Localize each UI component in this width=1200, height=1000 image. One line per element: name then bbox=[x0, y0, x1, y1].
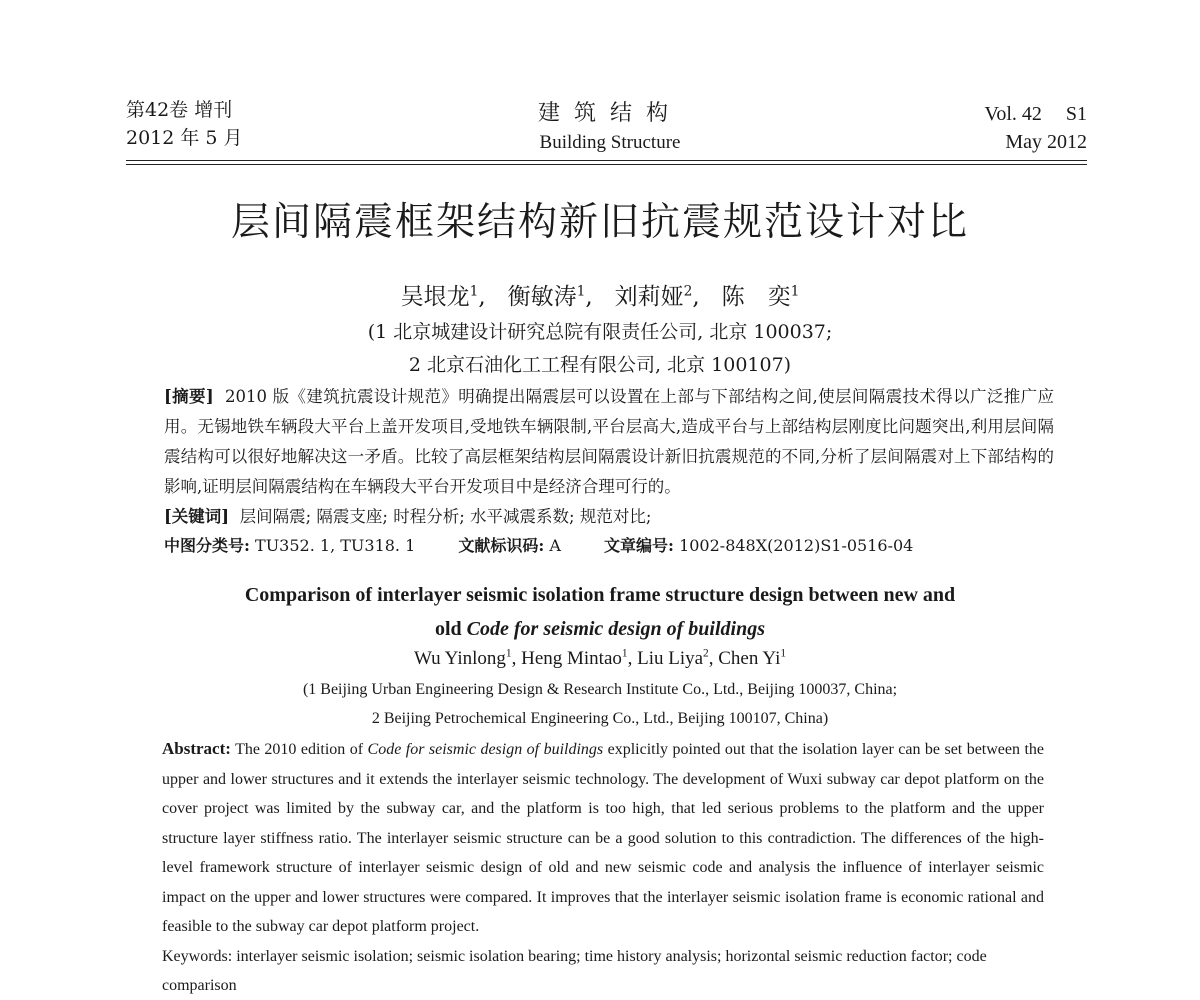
classification-line bbox=[164, 533, 913, 559]
affiliation-en: 2 Beijing Petrochemical Engineering Co., Ltd., Beijing 100107, China) bbox=[371, 710, 829, 727]
author-aff: 1 bbox=[469, 283, 479, 300]
keywords-cn bbox=[164, 502, 1054, 532]
author-aff: 1 bbox=[621, 647, 628, 660]
author-en: Wu Yinlong bbox=[413, 648, 506, 669]
author-en: Heng Mintao bbox=[521, 648, 622, 669]
date-cn: 2012 年 5 月 bbox=[126, 127, 243, 149]
article-no-value: 1002-848X(2012)S1-0516-04 bbox=[679, 536, 914, 555]
journal-volume-cn bbox=[126, 96, 243, 152]
clc-label: 中图分类号: bbox=[164, 536, 250, 555]
author-aff: 2 bbox=[683, 283, 693, 300]
abstract-cn bbox=[164, 382, 1054, 502]
paper-title-cn: 层间隔震框架结构新旧抗震规范设计对比 bbox=[230, 200, 969, 245]
affiliation-en: (1 Beijing Urban Engineering Design & Research Institute Co., Ltd., Beijing 100037, China; bbox=[302, 681, 898, 698]
article-no-label: 文章编号: bbox=[604, 536, 674, 555]
title-en-line2-prefix: old bbox=[434, 618, 467, 640]
abstract-en-italic-title: Code for seismic design of buildings bbox=[367, 741, 604, 758]
journal-name-en: Building Structure bbox=[539, 132, 681, 153]
header-rule-top bbox=[126, 160, 1087, 161]
author-en: Liu Liya bbox=[637, 648, 704, 669]
abstract-en-label: Abstract: bbox=[162, 739, 231, 758]
author-en: Chen Yi bbox=[718, 648, 781, 669]
keywords-cn-label: [关键词] bbox=[164, 507, 230, 526]
authors-en: Wu Yinlong$^1$, Heng Mintao$^1$, Liu Liya$^2$, Chen Yi$^1$ bbox=[413, 647, 787, 669]
author-cn: 衡敏涛 bbox=[507, 284, 577, 310]
author-cn: 陈 奕 bbox=[721, 284, 791, 310]
authors-cn: 吴垠龙$^1$, 衡敏涛$^1$, 刘莉娅$^2$, 陈 奕$^1$ bbox=[400, 283, 800, 310]
date-en: May 2012 bbox=[1005, 131, 1087, 153]
author-cn: 吴垠龙 bbox=[400, 284, 470, 310]
doc-code-value: A bbox=[549, 536, 561, 555]
clc-value: TU352. 1, TU318. 1 bbox=[255, 536, 416, 555]
abstract-en-text-after: explicitly pointed out that the isolation layer can be set between the upper and lower structures and it extends the interlayer seismic technology. The development of Wuxi subway car depot platform on the cover project was limited by the subway car, and the platform is too high, that led serious problems to the platform and the upper structure layer stiffness ratio. The interlayer seismic structure can be a good solution to this contradiction. The differences of the high-level framework structure of interlayer seismic design of old and new seismic code and analysis the influence of interlayer seismic impact on the upper and lower structures were compared. It improves that the interlayer seismic isolation frame is economic rational and feasible to the subway car depot platform project. bbox=[162, 741, 1044, 935]
volume-cn: 第42卷 增刊 bbox=[126, 99, 233, 121]
journal-volume-en bbox=[984, 100, 1087, 156]
author-aff: 1 bbox=[790, 283, 800, 300]
title-en-line2-italic: Code for seismic design of buildings bbox=[466, 618, 766, 640]
keywords-en-cutoff: Keywords: interlayer seismic isolation; seismic isolation bearing; time history analysis; horizontal seismic reduction factor; code comparison bbox=[162, 948, 987, 994]
title-en-line1: Comparison of interlayer seismic isolation frame structure design between new and bbox=[244, 584, 956, 606]
affiliation-cn: 2 北京石油化工工程有限公司, 北京 100107) bbox=[408, 354, 792, 376]
author-aff: 1 bbox=[780, 647, 787, 660]
author-cn: 刘莉娅 bbox=[614, 284, 684, 310]
abstract-cn-label: [摘要] bbox=[164, 387, 214, 406]
affiliation-cn: (1 北京城建设计研究总院有限责任公司, 北京 100037; bbox=[367, 321, 833, 343]
journal-name bbox=[430, 100, 790, 156]
abstract-en bbox=[162, 734, 1044, 942]
keywords-cn-text: 层间隔震; 隔震支座; 时程分析; 水平减震系数; 规范对比; bbox=[239, 507, 652, 526]
abstract-en-text-before: The 2010 edition of bbox=[230, 741, 368, 758]
author-aff: 1 bbox=[576, 283, 586, 300]
author-aff: 2 bbox=[703, 647, 709, 660]
journal-name-cn: 建筑结构 bbox=[537, 101, 682, 126]
author-aff: 1 bbox=[505, 647, 512, 660]
paper-title-en bbox=[0, 578, 1200, 646]
header-rule-bottom bbox=[126, 164, 1087, 165]
doc-code-label: 文献标识码: bbox=[458, 536, 545, 555]
volume-en: Vol. 42 bbox=[984, 103, 1042, 125]
abstract-cn-text: 2010 版《建筑抗震设计规范》明确提出隔震层可以设置在上部与下部结构之间,使层间隔震技术得以广泛推广应用。无锡地铁车辆段大平台上盖开发项目,受地铁车辆限制,平台层高大,造成平台与上部结构层刚度比问题突出,利用层间隔震结构可以很好地解决这一矛盾。比较了高层框架结构层间隔震设计新旧抗震规范的不同,分析了层间隔震对上下部结构的影响,证明层间隔震结构在车辆段大平台开发项目中是经济合理可行的。 bbox=[164, 387, 1054, 496]
issue-en: S1 bbox=[1065, 103, 1087, 125]
